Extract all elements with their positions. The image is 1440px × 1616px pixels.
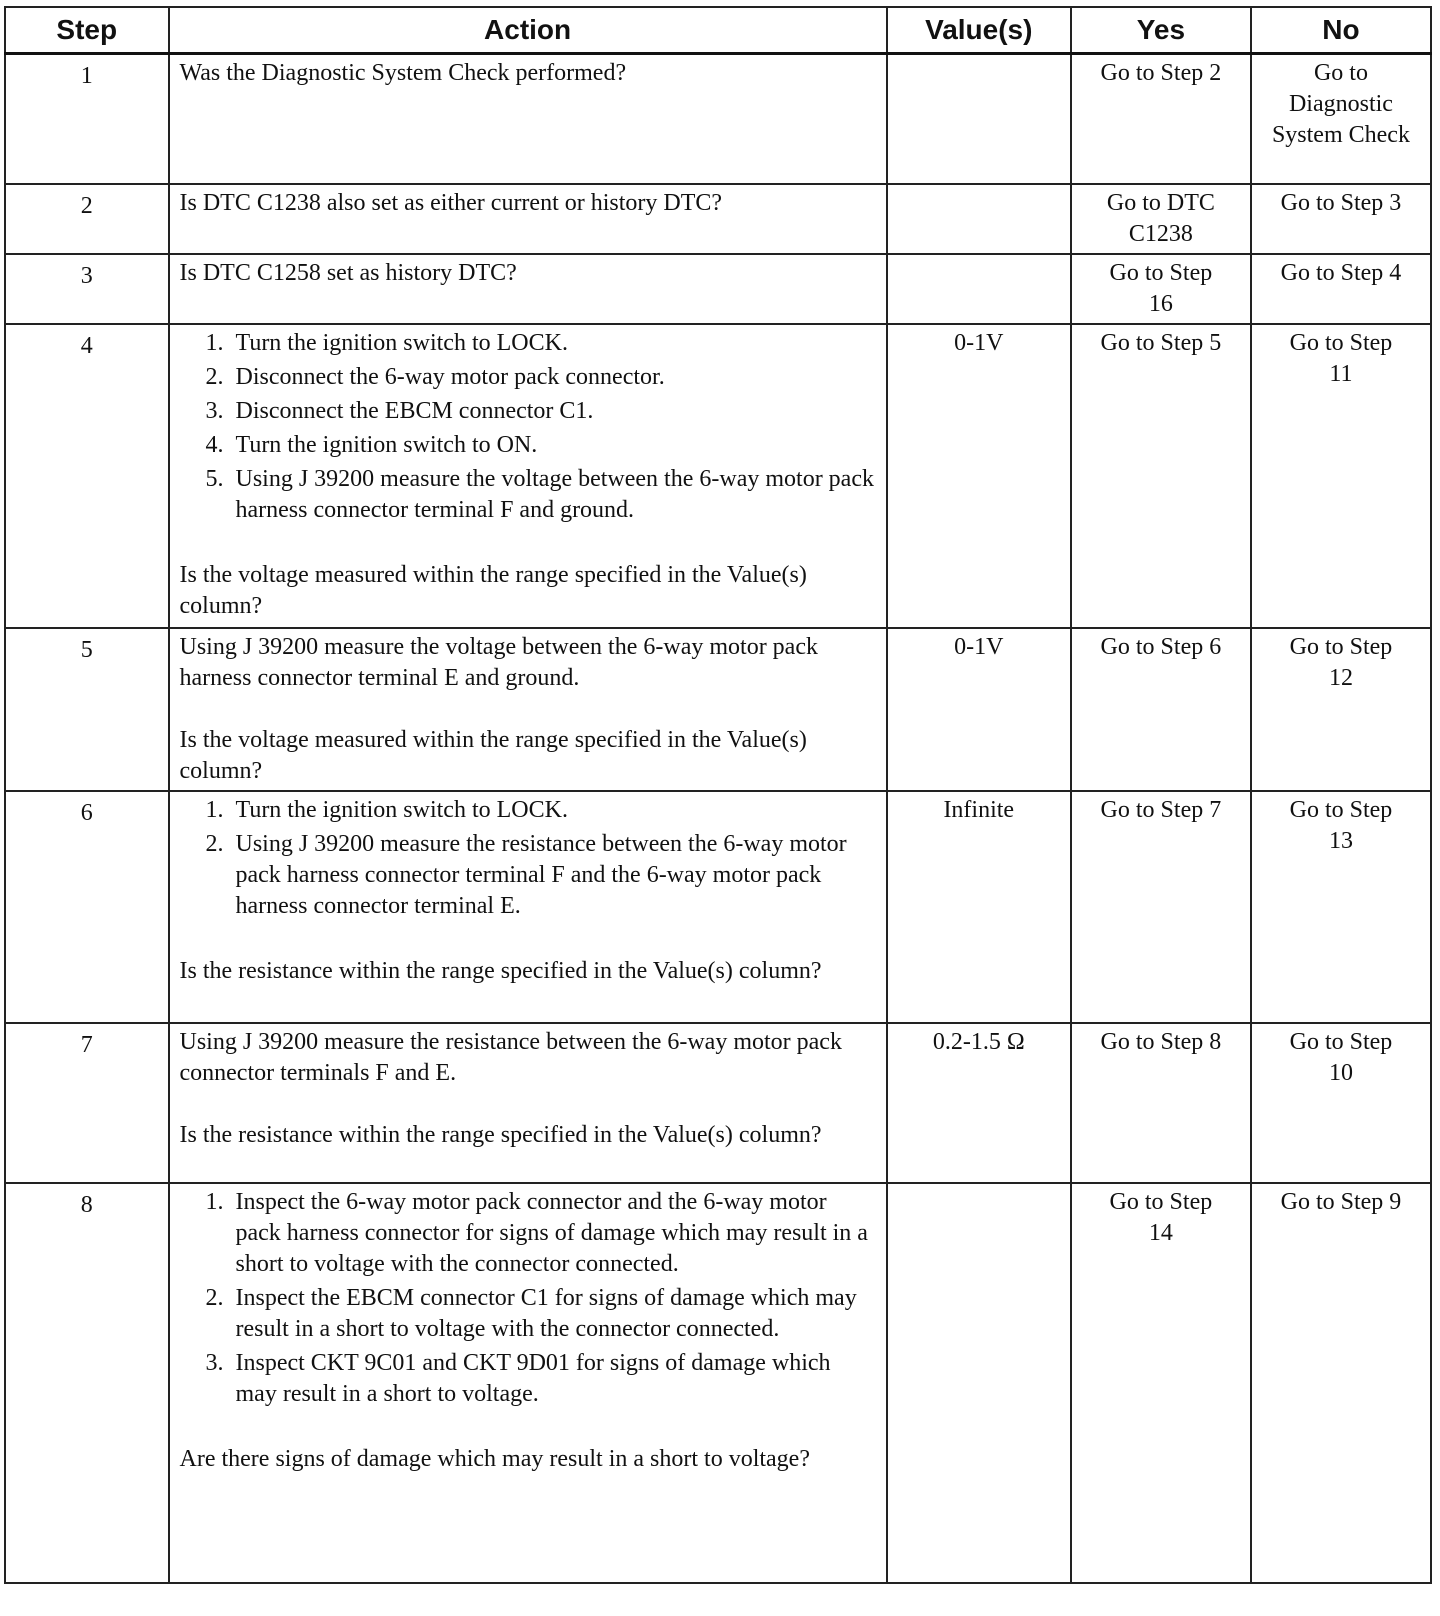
no-cell: Go to Step 4 bbox=[1251, 254, 1431, 324]
action-text: Using J 39200 measure the voltage between the 6-way motor pack harness connector terminal E and ground. bbox=[179, 633, 818, 691]
table-row bbox=[5, 1023, 1431, 1183]
header-values: Value(s) bbox=[887, 7, 1071, 54]
diagnostic-table bbox=[4, 6, 1432, 1584]
yes-cell: Go to Step 16 bbox=[1071, 254, 1251, 324]
value-cell bbox=[887, 54, 1071, 184]
no-cell: Go to Step 9 bbox=[1251, 1183, 1431, 1583]
step-number: 3 bbox=[5, 254, 169, 324]
value-cell bbox=[887, 254, 1071, 324]
table-row bbox=[5, 324, 1431, 628]
substep: Inspect the 6-way motor pack connector and the 6-way motor pack harness connector for signs of damage which may result in a short to voltage with the connector connected. bbox=[235, 1188, 868, 1277]
action-cell bbox=[169, 628, 887, 791]
substep: Turn the ignition switch to ON. bbox=[235, 431, 538, 458]
table-row bbox=[5, 254, 1431, 324]
value-cell: 0.2-1.5 Ω bbox=[887, 1023, 1071, 1183]
action-question: Are there signs of damage which may result in a short to voltage? bbox=[179, 1445, 810, 1472]
substep: Inspect CKT 9C01 and CKT 9D01 for signs of damage which may result in a short to voltage. bbox=[235, 1349, 831, 1407]
header-no: No bbox=[1251, 7, 1431, 54]
yes-cell: Go to Step 8 bbox=[1071, 1023, 1251, 1183]
step-number: 5 bbox=[5, 628, 169, 791]
value-cell bbox=[887, 1183, 1071, 1583]
action-question: Is the resistance within the range specified in the Value(s) column? bbox=[179, 957, 822, 984]
header-step: Step bbox=[5, 7, 169, 54]
header-row bbox=[5, 7, 1431, 54]
yes-cell: Go to Step 5 bbox=[1071, 324, 1251, 628]
no-cell: Go to Step 11 bbox=[1251, 324, 1431, 628]
value-cell: Infinite bbox=[887, 791, 1071, 1023]
action-text: Is DTC C1258 set as history DTC? bbox=[169, 254, 887, 324]
substep-list bbox=[180, 328, 876, 526]
table-row bbox=[5, 54, 1431, 184]
header-yes: Yes bbox=[1071, 7, 1251, 54]
no-cell: Go to Step 10 bbox=[1251, 1023, 1431, 1183]
no-cell: Go to Step 12 bbox=[1251, 628, 1431, 791]
step-number: 7 bbox=[5, 1023, 169, 1183]
action-cell bbox=[169, 791, 887, 1023]
action-text: Using J 39200 measure the resistance between the 6-way motor pack connector terminals F and E. bbox=[179, 1028, 842, 1086]
substep: Inspect the EBCM connector C1 for signs of damage which may result in a short to voltage with the connector connected. bbox=[235, 1284, 857, 1342]
no-cell: Go to Step 13 bbox=[1251, 791, 1431, 1023]
table-row bbox=[5, 791, 1431, 1023]
table-row bbox=[5, 184, 1431, 254]
action-cell bbox=[169, 324, 887, 628]
action-text: Was the Diagnostic System Check performed? bbox=[169, 54, 887, 184]
action-question: Is the voltage measured within the range specified in the Value(s) column? bbox=[179, 561, 807, 619]
action-cell bbox=[169, 1183, 887, 1583]
substep-list bbox=[180, 795, 876, 922]
action-question: Is the voltage measured within the range specified in the Value(s) column? bbox=[179, 726, 807, 784]
step-number: 6 bbox=[5, 791, 169, 1023]
substep-list bbox=[180, 1187, 876, 1410]
substep: Disconnect the 6-way motor pack connector. bbox=[235, 363, 665, 390]
step-number: 4 bbox=[5, 324, 169, 628]
value-cell: 0-1V bbox=[887, 628, 1071, 791]
action-cell bbox=[169, 1023, 887, 1183]
substep: Turn the ignition switch to LOCK. bbox=[235, 796, 568, 823]
substep: Turn the ignition switch to LOCK. bbox=[235, 329, 568, 356]
yes-cell: Go to Step 14 bbox=[1071, 1183, 1251, 1583]
step-number: 2 bbox=[5, 184, 169, 254]
no-cell: Go to Step 3 bbox=[1251, 184, 1431, 254]
table-row bbox=[5, 628, 1431, 791]
value-cell: 0-1V bbox=[887, 324, 1071, 628]
yes-cell: Go to DTC C1238 bbox=[1071, 184, 1251, 254]
value-cell bbox=[887, 184, 1071, 254]
action-question: Is the resistance within the range specified in the Value(s) column? bbox=[179, 1121, 822, 1148]
yes-cell: Go to Step 2 bbox=[1071, 54, 1251, 184]
step-number: 8 bbox=[5, 1183, 169, 1583]
step-number: 1 bbox=[5, 54, 169, 184]
action-text: Is DTC C1238 also set as either current or history DTC? bbox=[169, 184, 887, 254]
no-cell: Go to Diagnostic System Check bbox=[1251, 54, 1431, 184]
yes-cell: Go to Step 7 bbox=[1071, 791, 1251, 1023]
substep: Disconnect the EBCM connector C1. bbox=[235, 397, 594, 424]
yes-cell: Go to Step 6 bbox=[1071, 628, 1251, 791]
substep: Using J 39200 measure the voltage between the 6-way motor pack harness connector terminal F and ground. bbox=[235, 465, 874, 523]
table-row bbox=[5, 1183, 1431, 1583]
substep: Using J 39200 measure the resistance between the 6-way motor pack harness connector terminal F and the 6-way motor pack harness connector terminal E. bbox=[235, 830, 847, 919]
header-action: Action bbox=[169, 7, 887, 54]
